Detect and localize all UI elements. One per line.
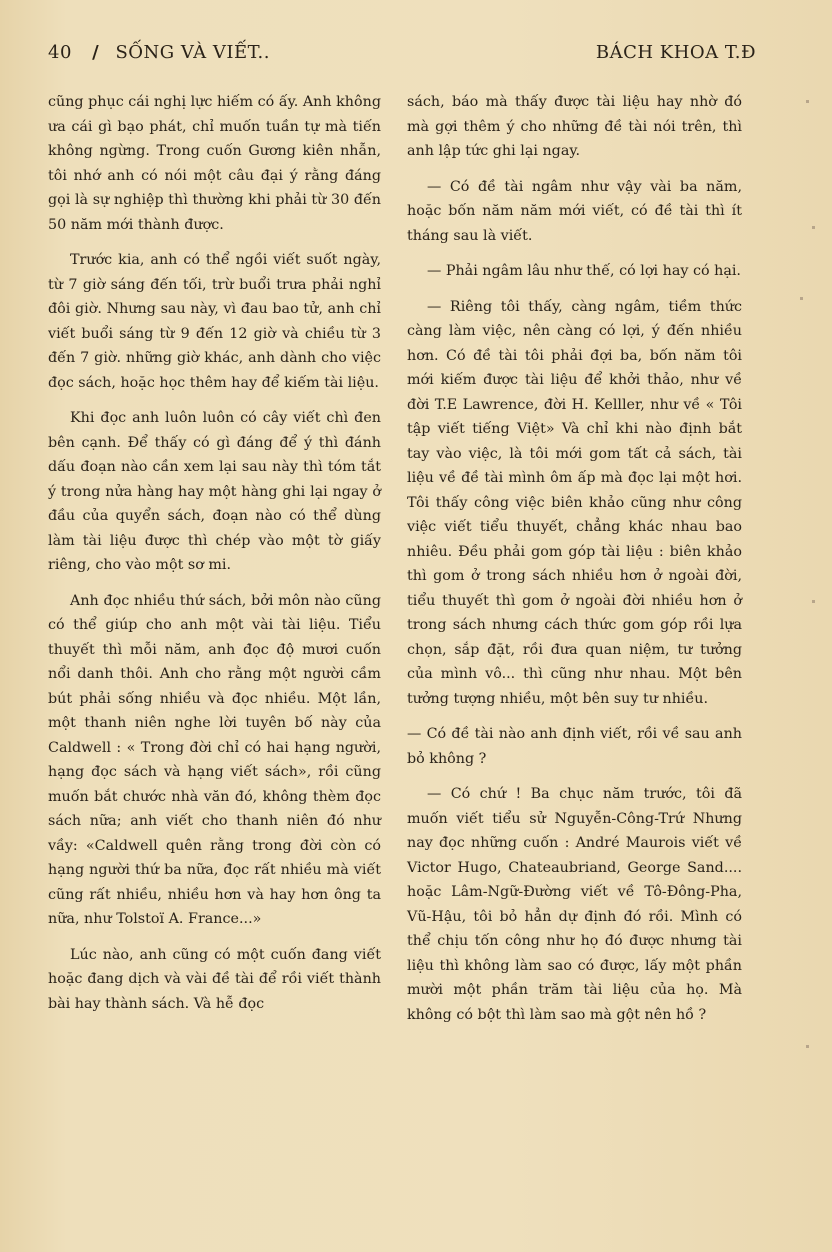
paragraph-continued: cũng phục cái nghị lực hiếm có ấy. Anh không ưa cái gì bạo phát, chỉ muốn tuần tự mà tiến không ngừng. Trong cuốn Gương kiên nhẫn, tôi nhớ anh có nói một câu đại ý rằng đáng gọi là sự nghiệp thì thường khi phải từ 30 đến 50 năm mới thành được. [48, 94, 381, 233]
section-title: SỐNG VÀ VIẾT.. [115, 42, 270, 63]
paper-speck [806, 100, 809, 103]
header-separator: / [92, 42, 100, 63]
publication-name: BÁCH KHOA T.Đ [595, 42, 756, 63]
paragraph: Lúc nào, anh cũng có một cuốn đang viết hoặc đang dịch và vài đề tài để rồi viết thành bài hay thành sách. Và hễ đọc [48, 946, 381, 1012]
paragraph-continued: sách, báo mà thấy được tài liệu hay nhờ đó mà gợi thêm ý cho những đề tài nói trên, thì anh lập tức ghi lại ngay. [407, 94, 742, 159]
right-column [407, 90, 742, 1038]
dialogue-paragraph: — Riêng tôi thấy, càng ngâm, tiềm thức càng làm việc, nên càng có lợi, ý đến nhiều hơn. Có đề tài tôi phải đợi ba, bốn năm tôi mới kiếm được tài liệu để khởi thảo, như về đời T.E Lawrence, đời H. Kelller, như về « Tôi tập viết tiếng Việt» Và chỉ khi nào định bắt tay vào việc, là tôi mới gom tất cả sách, tài liệu về đề tài mình ôm ấp mà đọc lại một hơi. Tôi thấy công việc biên khảo cũng như công việc viết tiểu thuyết, chẳng khác nhau bao nhiêu. Đều phải gom góp tài liệu : biên khảo thì gom ở trong sách nhiều hơn ở ngoài đời, tiểu thuyết thì gom ở ngoài đời nhiều hơn ở trong sách nhưng cách thức gom góp rồi lựa chọn, sắp đặt, rồi đưa quan niệm, tư tưởng của mình vô... thì cũng như nhau. Một bên tưởng tượng nhiều, một bên suy tư nhiều. [407, 298, 742, 707]
header-left [48, 42, 270, 63]
dialogue-paragraph: — Có đề tài ngâm như vậy vài ba năm, hoặc bốn năm năm mới viết, có đề tài thì ít tháng sau là viết. [407, 178, 742, 244]
paper-speck [812, 600, 815, 603]
paragraph: Khi đọc anh luôn luôn có cây viết chì đen bên cạnh. Để thấy có gì đáng để ý thì đánh dấu đoạn nào cần xem lại sau này thì tóm tắt ý trong nửa hàng hay một hàng ghi lại ngay ở đầu của quyển sách, đoạn nào có thể dùng làm tài liệu được thì chép vào một tờ giấy riêng, cho vào một sơ mi. [48, 410, 381, 573]
dialogue-paragraph: — Có chứ ! Ba chục năm trước, tôi đã muốn viết tiểu sử Nguyễn-Công-Trứ Nhưng nay đọc những cuốn : André Maurois viết về Victor Hugo, Chateaubriand, George Sand.... hoặc Lâm-Ngữ-Đường viết về Tô-Đông-Pha, Vũ-Hậu, tôi bỏ hẳn dự định đó rồi. Mình có thể chịu tốn công như họ đó được nhưng tài liệu thì không làm sao có được, lấy một phần mười một phần trăm tài liệu của họ. Mà không có bột thì làm sao mà gột nên hồ ? [407, 786, 742, 1023]
paper-speck [806, 1045, 809, 1048]
paper-speck [800, 297, 803, 300]
page-header [48, 42, 756, 72]
paragraph: Anh đọc nhiều thứ sách, bởi môn nào cũng có thể giúp cho anh một vài tài liệu. Tiểu thuyết thì mỗi năm, anh đọc độ mươi cuốn nổi danh thôi. Anh cho rằng một người cầm bút phải sống nhiều và đọc nhiều. Một lần, một thanh niên nghe lời tuyên bố này của Caldwell : « Trong đời chỉ có hai hạng người, hạng đọc sách và hạng viết sách», rồi cũng muốn bắt chước nhà văn đó, không thèm đọc sách nữa; anh viết cho thanh niên đó như vầy: «Caldwell quên rằng trong đời còn có hạng người thứ ba nữa, đọc rất nhiều mà viết cũng rất nhiều, nhiều hơn và hay hơn ông ta nữa, như Tolstoï A. France...» [48, 592, 381, 927]
paragraph: Trước kia, anh có thể ngồi viết suốt ngày, từ 7 giờ sáng đến tối, trừ buổi trưa phải nghỉ đôi giờ. Nhưng sau này, vì đau bao tử, anh chỉ viết buổi sáng từ 9 đến 12 giờ và chiều từ 3 đến 7 giờ. những giờ khác, anh dành cho việc đọc sách, hoặc học thêm hay để kiếm tài liệu. [48, 252, 381, 391]
left-column [48, 90, 381, 1027]
dialogue-paragraph: — Phải ngâm lâu như thế, có lợi hay có hại. [427, 263, 741, 279]
paper-speck [812, 226, 815, 229]
dialogue-paragraph: — Có đề tài nào anh định viết, rồi về sau anh bỏ không ? [407, 726, 742, 767]
page-number: 40 [48, 42, 72, 63]
